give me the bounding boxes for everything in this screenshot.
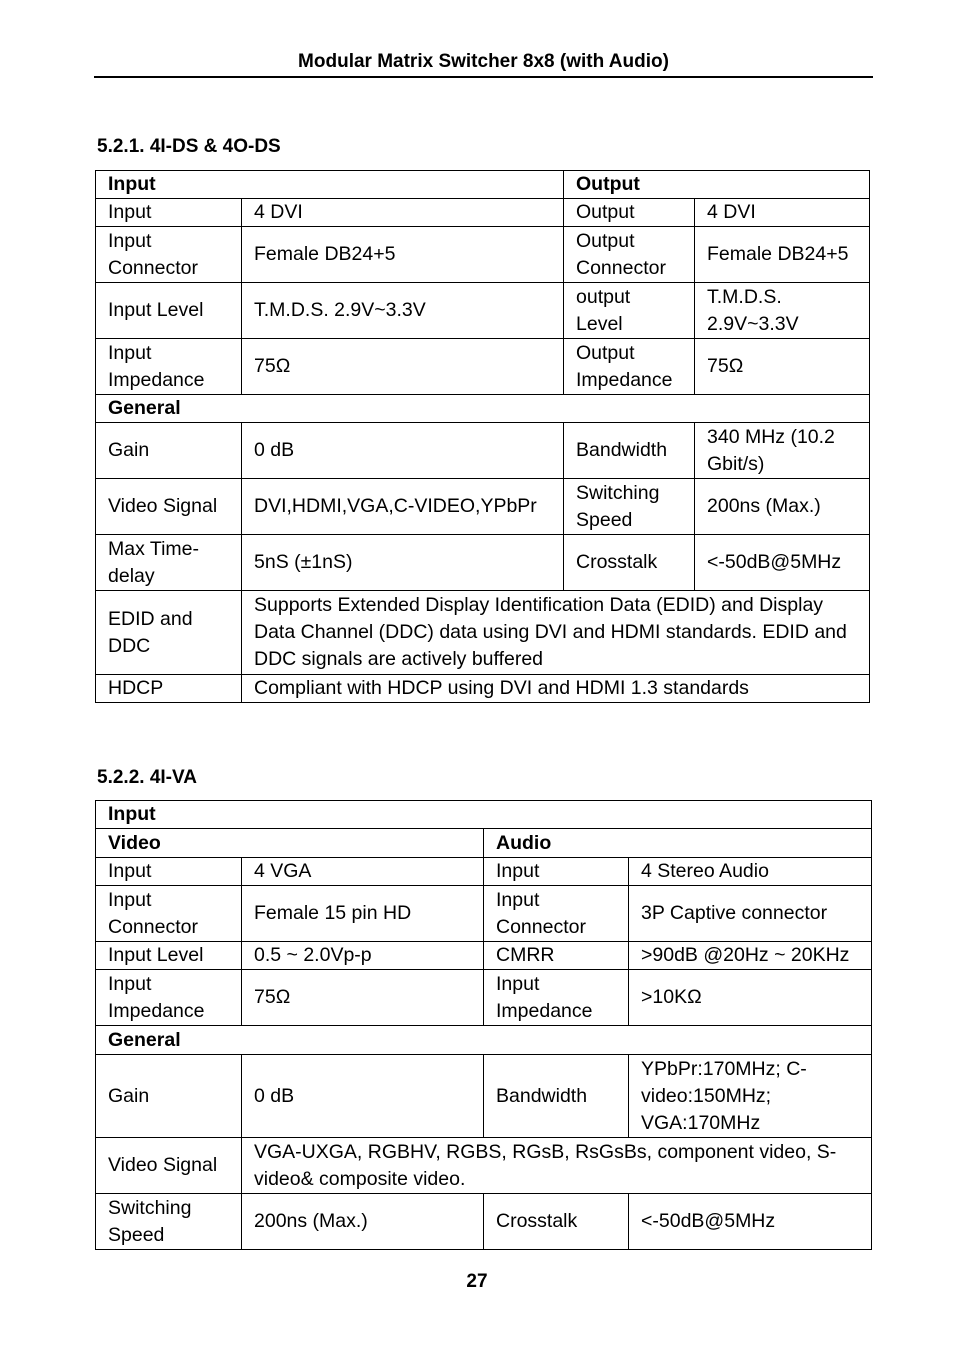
spec-label: output Level (564, 283, 695, 339)
table-row (96, 1026, 872, 1055)
spec-value: >10KΩ (629, 970, 872, 1026)
table-row (96, 1055, 872, 1138)
table-row (96, 858, 872, 886)
spec-table-4i-ds-4o-ds (95, 170, 870, 703)
spec-label: Input Level (96, 283, 242, 339)
spec-value: 0 dB (242, 1055, 484, 1138)
spec-value: 340 MHz (10.2 Gbit/s) (695, 423, 870, 479)
spec-value: 4 DVI (242, 199, 564, 227)
spec-value: VGA-UXGA, RGBHV, RGBS, RGsB, RsGsBs, component video, S-video& composite video. (242, 1138, 872, 1194)
spec-value: DVI,HDMI,VGA,C-VIDEO,YPbPr (242, 479, 564, 535)
table-row (96, 227, 870, 283)
table-row (96, 886, 872, 942)
spec-label: Gain (96, 1055, 242, 1138)
spec-value: Female DB24+5 (242, 227, 564, 283)
spec-label: CMRR (484, 942, 629, 970)
spec-value: >90dB @20Hz ~ 20KHz (629, 942, 872, 970)
spec-value: <-50dB@5MHz (629, 1194, 872, 1250)
spec-value: YPbPr:170MHz; C-video:150MHz; VGA:170MHz (629, 1055, 872, 1138)
table-row (96, 199, 870, 227)
spec-label: Video Signal (96, 1138, 242, 1194)
spec-label: Input Level (96, 942, 242, 970)
spec-label: Max Time-delay (96, 535, 242, 591)
general-heading: General (96, 395, 870, 423)
spec-value: <-50dB@5MHz (695, 535, 870, 591)
table-row (96, 675, 870, 703)
table-row (96, 970, 872, 1026)
input-heading: Input (96, 171, 564, 199)
spec-value: Compliant with HDCP using DVI and HDMI 1.3 standards (242, 675, 870, 703)
table-row (96, 535, 870, 591)
page-number: 27 (466, 1271, 488, 1292)
spec-label: Input Connector (96, 886, 242, 942)
spec-label: Input Impedance (96, 339, 242, 395)
table-row (96, 801, 872, 829)
page-header: Modular Matrix Switcher 8x8 (with Audio) (94, 50, 873, 78)
spec-label: Switching Speed (564, 479, 695, 535)
spec-label: Video Signal (96, 479, 242, 535)
spec-value: 5nS (±1nS) (242, 535, 564, 591)
input-heading: Input (96, 801, 872, 829)
spec-value: 4 Stereo Audio (629, 858, 872, 886)
spec-value: 75Ω (242, 970, 484, 1026)
spec-label: Output Impedance (564, 339, 695, 395)
table-row (96, 171, 870, 199)
table-row (96, 479, 870, 535)
spec-label: Crosstalk (484, 1194, 629, 1250)
table-row (96, 395, 870, 423)
spec-value: T.M.D.S. 2.9V~3.3V (695, 283, 870, 339)
spec-value: 200ns (Max.) (242, 1194, 484, 1250)
spec-label: Switching Speed (96, 1194, 242, 1250)
table-row (96, 1194, 872, 1250)
spec-value: 75Ω (242, 339, 564, 395)
table-row (96, 339, 870, 395)
spec-label: HDCP (96, 675, 242, 703)
spec-value: Supports Extended Display Identification Data (EDID) and Display Data Channel (DDC) data using DVI and HDMI standards. EDID and DDC signals are actively buffered (242, 591, 870, 675)
table-row (96, 1138, 872, 1194)
spec-label: Input (96, 199, 242, 227)
spec-value: Female 15 pin HD (242, 886, 484, 942)
spec-value: 4 DVI (695, 199, 870, 227)
section-title-4i-ds-4o-ds: 5.2.1. 4I-DS & 4O-DS (97, 136, 281, 157)
spec-label: Output (564, 199, 695, 227)
spec-value: 4 VGA (242, 858, 484, 886)
table-row (96, 942, 872, 970)
section-title-4i-va: 5.2.2. 4I-VA (97, 767, 197, 788)
spec-label: Input Connector (96, 227, 242, 283)
audio-heading: Audio (484, 829, 872, 858)
spec-value: T.M.D.S. 2.9V~3.3V (242, 283, 564, 339)
spec-label: EDID and DDC (96, 591, 242, 675)
spec-value: 200ns (Max.) (695, 479, 870, 535)
spec-label: Gain (96, 423, 242, 479)
spec-value: 0.5 ~ 2.0Vp-p (242, 942, 484, 970)
spec-table-4i-va (95, 800, 872, 1250)
table-row (96, 829, 872, 858)
spec-label: Bandwidth (564, 423, 695, 479)
table-row (96, 591, 870, 675)
spec-label: Bandwidth (484, 1055, 629, 1138)
spec-label: Input (96, 858, 242, 886)
spec-label: Crosstalk (564, 535, 695, 591)
table-row (96, 423, 870, 479)
spec-label: Output Connector (564, 227, 695, 283)
spec-value: 3P Captive connector (629, 886, 872, 942)
output-heading: Output (564, 171, 870, 199)
general-heading: General (96, 1026, 872, 1055)
spec-value: Female DB24+5 (695, 227, 870, 283)
spec-value: 75Ω (695, 339, 870, 395)
spec-label: Input Connector (484, 886, 629, 942)
spec-label: Input Impedance (96, 970, 242, 1026)
spec-label: Input Impedance (484, 970, 629, 1026)
spec-label: Input (484, 858, 629, 886)
spec-value: 0 dB (242, 423, 564, 479)
video-heading: Video (96, 829, 484, 858)
table-row (96, 283, 870, 339)
